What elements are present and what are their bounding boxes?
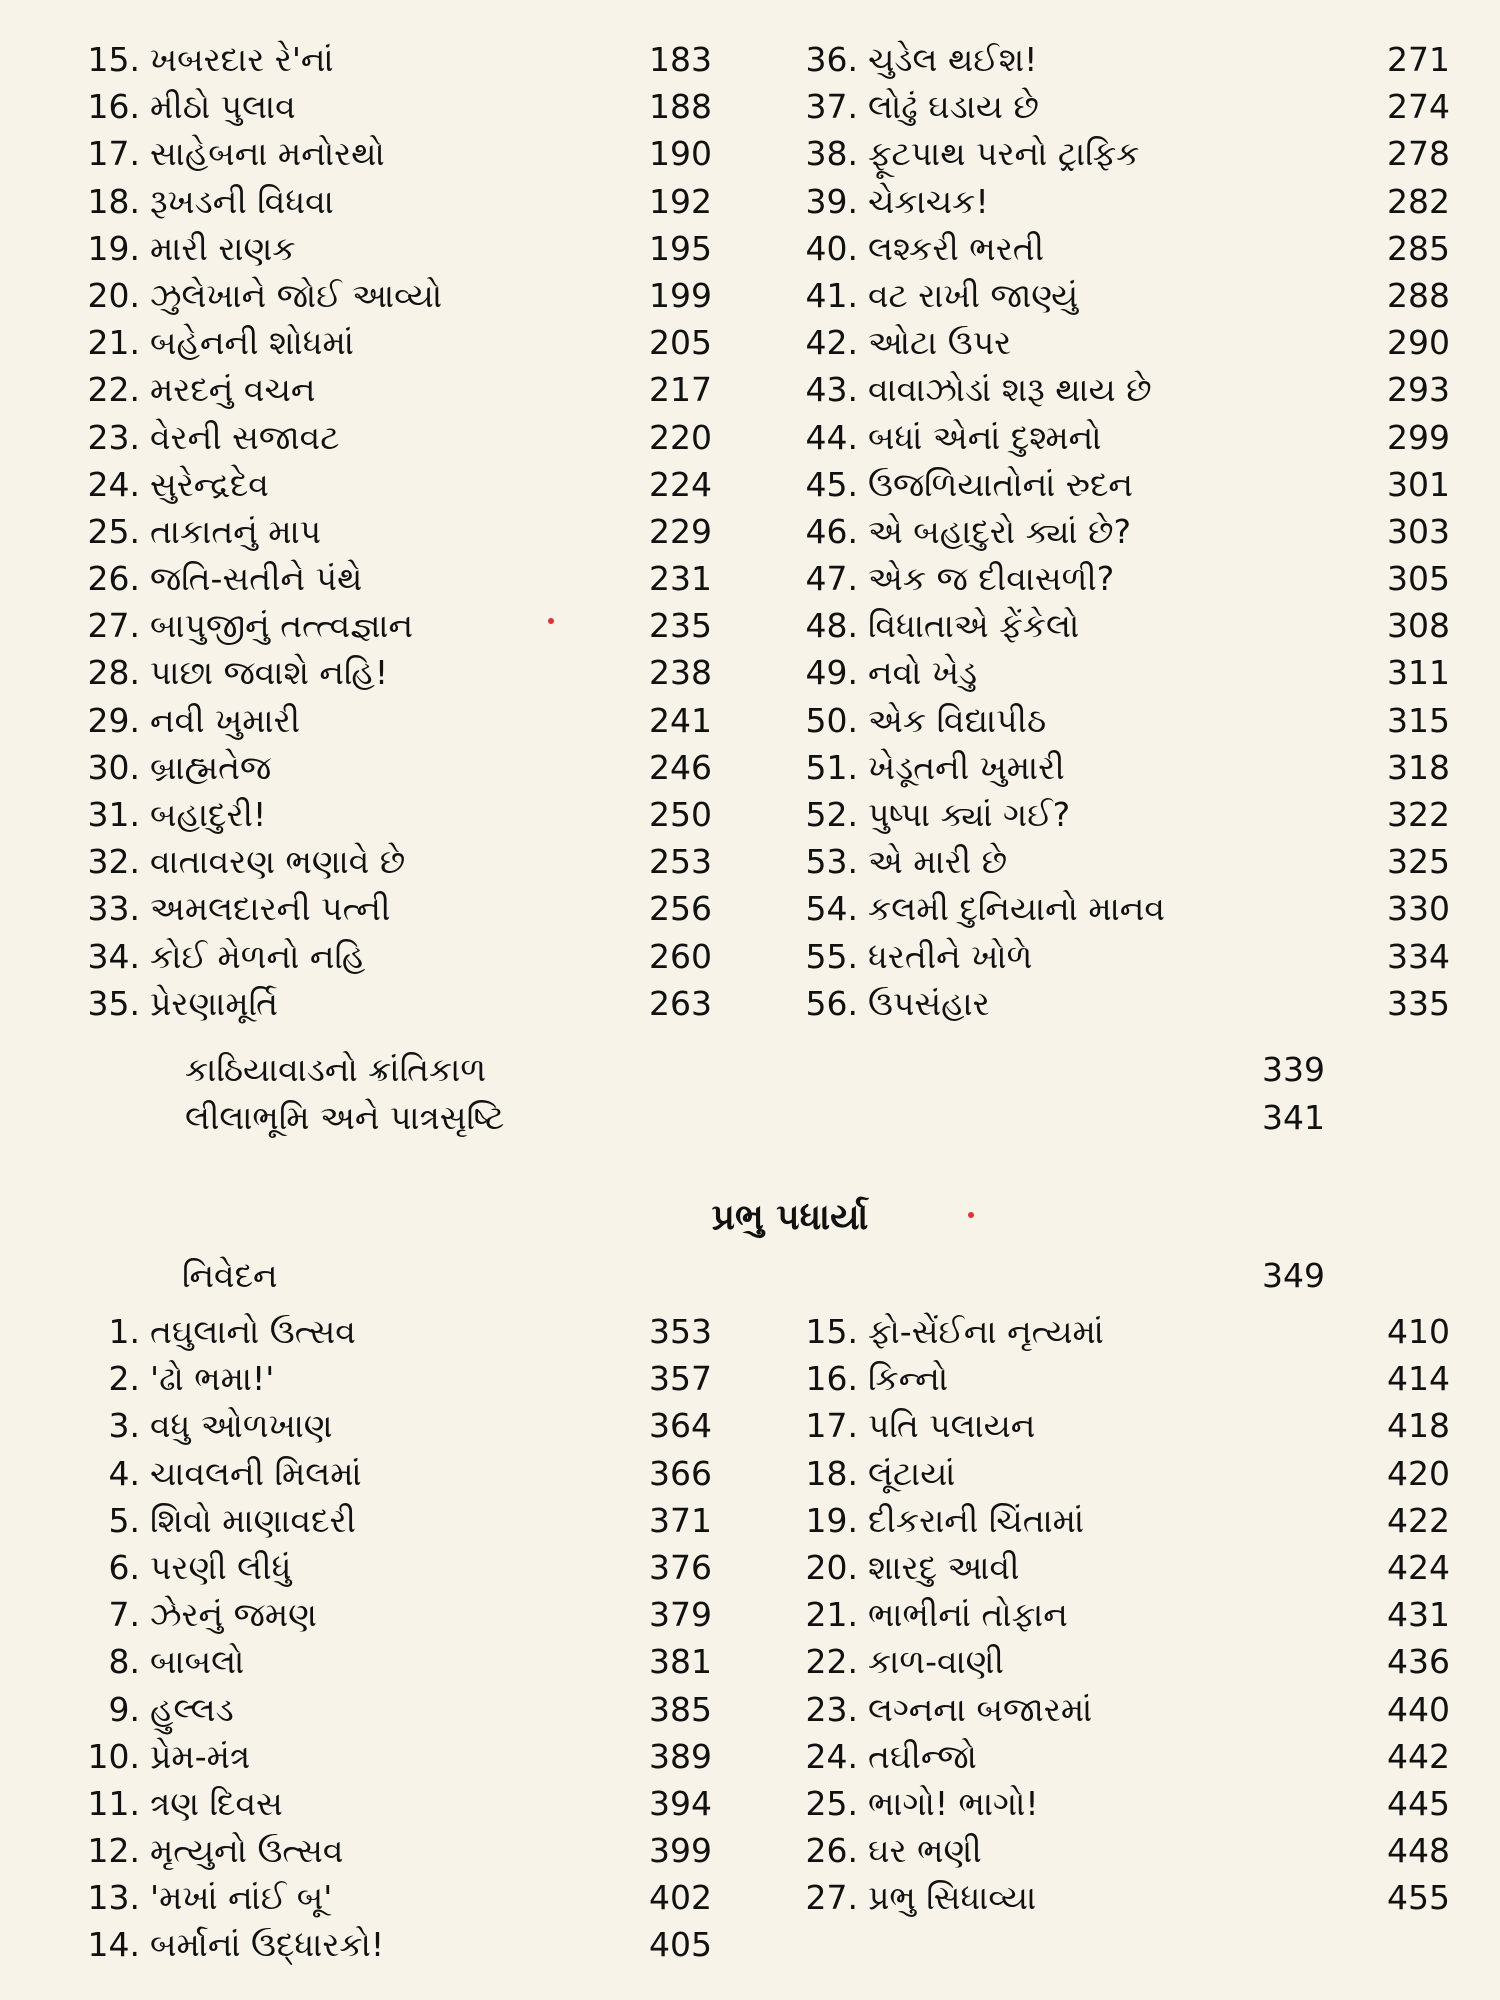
toc-entry-number: 43. [805,370,858,410]
toc-entry-number: 23. [87,417,140,457]
toc-entry [770,272,1450,319]
toc-entry-title: 'મખાં નાંઈ બૂ' [150,1878,333,1918]
toc-entry [52,1780,712,1827]
toc-entry-title: વાવાઝોડાં શરૂ થાય છે [868,370,1152,410]
toc-entry-page: 195 [649,228,712,268]
toc-entry-title: ઝુલેખાને જોઈ આવ્યો [150,275,443,315]
toc-entry-number: 56. [805,983,858,1023]
toc-entry [52,36,712,83]
toc-entry-number: 44. [805,417,858,457]
toc-entry-number: 25. [87,511,140,551]
toc-entry-title: લોઢું ઘડાય છે [868,87,1039,127]
toc-entry-title: જતિ-સતીને પંથે [150,559,363,599]
toc-entry-number: 22. [87,370,140,410]
toc-entry-page: 341 [1262,1098,1325,1137]
toc-entry-title: પ્રેમ-મંત્ર [150,1736,251,1776]
toc-entry-title: વટ રાખી જાણ્યું [868,275,1079,315]
toc-entry-title: પુષ્પા ક્યાં ગઈ? [868,795,1071,834]
toc-entry-page: 308 [1387,606,1450,646]
toc-entry-title: પ્રભુ સિધાવ્યા [868,1878,1037,1918]
toc-entry-page: 278 [1387,134,1450,174]
toc-entry-number: 11. [87,1783,140,1823]
toc-entry [52,414,712,461]
toc-entry [52,697,712,744]
toc-entry [770,697,1450,744]
foreword-entry [182,1250,1325,1302]
toc-entry-number: 27. [805,1878,858,1918]
toc-entry [770,1544,1450,1591]
toc-entry-page: 322 [1387,795,1450,834]
toc-entry [52,1686,712,1733]
toc-entry-title: વધુ ઓળખાણ [150,1406,333,1446]
toc-entry [770,649,1450,696]
toc-entry-number: 35. [87,983,140,1023]
toc-entry-page: 256 [649,889,712,929]
toc-entry-page: 357 [649,1359,712,1399]
toc-entry-title: ફૂટપાથ પરનો ટ્રાફિક [868,134,1140,174]
toc-entry-number: 50. [805,700,858,740]
toc-entry [770,1355,1450,1402]
foreword-title: નિવેદન [182,1256,278,1295]
toc-entry-title: ઉજળિયાતોનાં રુદન [868,464,1133,504]
toc-entry-number: 45. [805,464,858,504]
toc-entry [770,1827,1450,1874]
toc-entry-page: 315 [1387,700,1450,740]
toc-entry-title: ચાવલની મિલમાં [150,1453,362,1493]
toc-entry [770,178,1450,225]
toc-entry-number: 12. [87,1831,140,1871]
toc-entry [52,602,712,649]
toc-entry [770,602,1450,649]
toc-entry-page: 366 [649,1453,712,1493]
toc-entry-page: 422 [1387,1500,1450,1540]
toc-entry [770,366,1450,413]
toc-entry [52,1827,712,1874]
toc-entry-page: 379 [649,1595,712,1635]
toc-entry-page: 220 [649,417,712,457]
toc-entry-page: 424 [1387,1547,1450,1587]
toc-entry [52,791,712,838]
toc-entry-title: 'ઢો ભમા!' [150,1359,275,1399]
toc-entry [52,1450,712,1497]
toc-entry [52,1402,712,1449]
toc-entry-number: 16. [87,87,140,127]
toc-entry-page: 293 [1387,370,1450,410]
toc-entry-title: સાહેબના મનોરથો [150,134,385,174]
toc-entry-title: ફો-સેંઈના નૃત્યમાં [868,1312,1104,1351]
toc-entry-page: 246 [649,747,712,787]
toc-entry-title: શારદુ આવી [868,1547,1020,1587]
toc-entry-number: 24. [87,464,140,504]
toc-entry [770,838,1450,885]
toc-entry [52,366,712,413]
toc-entry [770,1450,1450,1497]
toc-entry-number: 6. [108,1547,140,1587]
toc-entry [52,461,712,508]
toc-entry-title: ચુડેલ થઈશ! [868,40,1038,79]
toc-entry [52,508,712,555]
toc-entry-page: 339 [1262,1050,1325,1089]
toc-entry-page: 436 [1387,1642,1450,1682]
toc-entry-title: ચેકાચક! [868,181,989,221]
toc-entry-page: 394 [649,1783,712,1823]
toc-entry-title: કલમી દુનિયાનો માનવ [868,889,1165,929]
toc-entry-number: 29. [87,700,140,740]
toc-entry-page: 414 [1387,1359,1450,1399]
toc-entry [770,1591,1450,1638]
toc-entry [770,1638,1450,1685]
toc-entry-page: 371 [649,1500,712,1540]
toc-extra-entry [185,1094,1325,1142]
toc-entry [770,319,1450,366]
toc-entry-number: 5. [108,1500,140,1540]
toc-entry [52,130,712,177]
toc-entry [770,980,1450,1027]
toc-entry-page: 299 [1387,417,1450,457]
toc-column-upper-right [770,36,1450,1027]
toc-entry-number: 36. [805,40,858,79]
toc-entry-page: 253 [649,842,712,882]
toc-entry [770,885,1450,932]
toc-entry-page: 330 [1387,889,1450,929]
toc-entry-number: 33. [87,889,140,929]
toc-entry-page: 229 [649,511,712,551]
toc-entry-number: 21. [805,1595,858,1635]
toc-entry-number: 15. [805,1312,858,1351]
toc-entry-number: 4. [108,1453,140,1493]
toc-column-lower-left [52,1308,712,1969]
toc-entry-title: ઓટા ઉપર [868,323,1012,363]
toc-entry [770,791,1450,838]
toc-entry-number: 18. [805,1453,858,1493]
toc-entry-number: 9. [108,1689,140,1729]
toc-entry-page: 381 [649,1642,712,1682]
toc-entry-page: 305 [1387,559,1450,599]
toc-entry-title: અમલદારની પત્ની [150,889,391,929]
toc-entry-number: 26. [87,559,140,599]
toc-entry-title: હુલ્લડ [150,1689,234,1729]
toc-entry-number: 26. [805,1831,858,1871]
toc-entry-page: 260 [649,936,712,976]
toc-entry-page: 290 [1387,323,1450,363]
toc-entry-page: 301 [1387,464,1450,504]
ink-speck [968,1212,974,1218]
toc-entry [52,555,712,602]
toc-entry-title: મૃત્યુનો ઉત્સવ [150,1831,344,1871]
toc-entry-page: 442 [1387,1736,1450,1776]
toc-entry-number: 41. [805,275,858,315]
toc-entry-title: મીઠો પુલાવ [150,87,296,127]
toc-entry-title: ભાભીનાં તોફાન [868,1595,1068,1635]
toc-entry-title: દીકરાની ચિંતામાં [868,1500,1085,1540]
toc-entry-title: પાછા જવાશે નહિ! [150,653,389,693]
toc-entry [770,36,1450,83]
toc-entry [52,885,712,932]
toc-entry-number: 46. [805,511,858,551]
toc-entry-title: ત્રણ દિવસ [150,1783,283,1823]
toc-entry [770,1780,1450,1827]
toc-entry-title: એ મારી છે [868,842,1008,882]
toc-entry-number: 53. [805,842,858,882]
toc-entry-page: 405 [649,1925,712,1965]
toc-entry-page: 418 [1387,1406,1450,1446]
toc-entry [770,83,1450,130]
toc-entry-title: બધાં એનાં દુશ્મનો [868,417,1102,457]
toc-entry-number: 49. [805,653,858,693]
toc-entry-number: 28. [87,653,140,693]
toc-entry-page: 376 [649,1547,712,1587]
toc-entry [770,461,1450,508]
ink-speck [548,618,554,624]
toc-entry-page: 241 [649,700,712,740]
toc-entry-page: 238 [649,653,712,693]
toc-entry [52,1733,712,1780]
toc-entry [770,225,1450,272]
toc-entry-page: 402 [649,1878,712,1918]
toc-entry-title: એક જ દીવાસળી? [868,559,1115,599]
toc-entry [770,1308,1450,1355]
toc-entry-title: શિવો માણાવદરી [150,1500,356,1540]
toc-entry [52,933,712,980]
toc-entry-number: 14. [87,1925,140,1965]
toc-entry-title: બહાદુરી! [150,795,267,834]
toc-entry-title: ઘર ભણી [868,1831,982,1871]
toc-entry-number: 17. [805,1406,858,1446]
toc-entry-number: 19. [87,228,140,268]
toc-entry-title: લૂંટાયાં [868,1453,956,1493]
toc-entry-number: 15. [87,40,140,79]
toc-entry [52,319,712,366]
toc-entry-number: 38. [805,134,858,174]
toc-entry-page: 389 [649,1736,712,1776]
toc-entry-title: નવો ખેડુ [868,653,978,693]
toc-entry [770,933,1450,980]
toc-entry-page: 231 [649,559,712,599]
toc-entry-page: 250 [649,795,712,834]
toc-entry-title: નવી ખુમારી [150,700,301,740]
toc-entry-title: કોઈ મેળનો નહિ [150,936,366,976]
toc-entry [770,744,1450,791]
toc-entry-page: 288 [1387,275,1450,315]
toc-entry-page: 445 [1387,1783,1450,1823]
toc-entry-page: 190 [649,134,712,174]
toc-entry-number: 19. [805,1500,858,1540]
toc-entry-number: 30. [87,747,140,787]
toc-entry-title: રૂખડની વિધવા [150,181,334,221]
toc-extra-entry [185,1046,1325,1094]
toc-entry-number: 17. [87,134,140,174]
toc-entry-number: 31. [87,795,140,834]
toc-entry-title: લીલાભૂમિ અને પાત્રસૃષ્ટિ [185,1098,505,1137]
toc-entry-number: 18. [87,181,140,221]
toc-entry-page: 188 [649,87,712,127]
toc-entry-number: 7. [108,1595,140,1635]
toc-entry-title: લશ્કરી ભરતી [868,228,1045,268]
toc-entry [52,1591,712,1638]
toc-entry-page: 431 [1387,1595,1450,1635]
toc-entry-page: 385 [649,1689,712,1729]
toc-entry [52,1874,712,1921]
toc-entry [52,649,712,696]
toc-entry-page: 205 [649,323,712,363]
toc-entry-number: 32. [87,842,140,882]
toc-entry-number: 24. [805,1736,858,1776]
toc-entry [770,1497,1450,1544]
toc-entry [770,414,1450,461]
toc-entry-page: 303 [1387,511,1450,551]
toc-entry-number: 37. [805,87,858,127]
toc-entry [770,1402,1450,1449]
toc-entry-page: 325 [1387,842,1450,882]
toc-entry-title: મારી રાણક [150,228,296,268]
toc-entry-title: તઘીન્જો [868,1736,977,1776]
toc-entry [52,1921,712,1968]
toc-entry-title: બાપુજીનું તત્ત્વજ્ઞાન [150,606,414,646]
toc-entry-number: 47. [805,559,858,599]
toc-entry-page: 364 [649,1406,712,1446]
toc-entry-number: 23. [805,1689,858,1729]
toc-entry-page: 274 [1387,87,1450,127]
toc-entry-page: 311 [1387,653,1450,693]
toc-entry-page: 353 [649,1312,712,1351]
toc-entry-title: તાકાતનું માપ [150,511,322,551]
toc-entry-title: વાતાવરણ ભણાવે છે [150,842,406,882]
toc-entry-title: ઝેરનું જમણ [150,1595,317,1635]
toc-entry-page: 263 [649,983,712,1023]
toc-entry [52,980,712,1027]
toc-entry-page: 271 [1387,40,1450,79]
toc-entry-number: 20. [87,275,140,315]
toc-entry-number: 42. [805,323,858,363]
toc-entry-page: 455 [1387,1878,1450,1918]
toc-entry-number: 54. [805,889,858,929]
toc-entry-number: 3. [108,1406,140,1446]
toc-entry-title: ધરતીને ખોળે [868,936,1033,976]
toc-entry-number: 8. [108,1642,140,1682]
toc-entry-page: 192 [649,181,712,221]
toc-entry-number: 40. [805,228,858,268]
toc-entry-title: એક વિદ્યાપીઠ [868,700,1047,740]
toc-entry-title: બર્માનાં ઉદ્ધારકો! [150,1925,385,1965]
toc-entry-title: બ્રાહ્મતેજ [150,747,272,787]
toc-entry-number: 51. [805,747,858,787]
toc-entry [52,272,712,319]
toc-entry-page: 285 [1387,228,1450,268]
toc-entry-title: તઘુલાનો ઉત્સવ [150,1312,356,1351]
toc-entry-title: બાબલો [150,1642,245,1682]
toc-entry-title: મરદનું વચન [150,370,316,410]
toc-entry-title: સુરેન્દ્રદેવ [150,464,269,504]
toc-entry-title: એ બહાદુરો ક્યાં છે? [868,511,1132,551]
toc-entry-title: વિધાતાએ ફેંકેલો [868,606,1080,646]
toc-entry-page: 335 [1387,983,1450,1023]
toc-entry-page: 224 [649,464,712,504]
toc-entry-page: 217 [649,370,712,410]
toc-entry-number: 27. [87,606,140,646]
toc-entry [52,1308,712,1355]
toc-entry-page: 199 [649,275,712,315]
toc-entry-page: 420 [1387,1453,1450,1493]
toc-entry-page: 410 [1387,1312,1450,1351]
toc-entry [52,744,712,791]
toc-entry-title: બહેનની શોધમાં [150,323,354,363]
toc-entry-title: ખેડૂતની ખુમારી [868,747,1065,787]
toc-entry-page: 334 [1387,936,1450,976]
toc-entry-page: 399 [649,1831,712,1871]
toc-entry-page: 318 [1387,747,1450,787]
toc-entry-title: કિન્નો [868,1359,949,1399]
toc-entry-number: 20. [805,1547,858,1587]
toc-entry-title: કાળ-વાણી [868,1642,1004,1682]
toc-entry [770,1686,1450,1733]
toc-entry [52,1355,712,1402]
toc-entry-title: ભાગો! ભાગો! [868,1783,1039,1823]
toc-entry-page: 440 [1387,1689,1450,1729]
toc-entry-number: 39. [805,181,858,221]
toc-entry [52,1497,712,1544]
foreword-page: 349 [1262,1256,1325,1295]
toc-entry-title: લગ્નના બજારમાં [868,1689,1093,1729]
toc-entry [52,1638,712,1685]
section-heading: પ્રભુ પધાર્યા [711,1197,869,1238]
toc-entry-number: 16. [805,1359,858,1399]
toc-entry [52,83,712,130]
toc-entry-number: 13. [87,1878,140,1918]
toc-entry [770,130,1450,177]
toc-entry [770,508,1450,555]
toc-entry-title: પરણી લીધું [150,1547,292,1587]
toc-entry-number: 21. [87,323,140,363]
toc-entry-page: 183 [649,40,712,79]
toc-entry-title: ઉપસંહાર [868,983,990,1023]
toc-entry [52,838,712,885]
toc-entry [52,1544,712,1591]
toc-entry-number: 52. [805,795,858,834]
toc-entry-title: કાઠિયાવાડનો ક્રાંતિકાળ [185,1050,487,1089]
toc-entry-number: 2. [108,1359,140,1399]
toc-entry-number: 22. [805,1642,858,1682]
toc-entry-page: 448 [1387,1831,1450,1871]
toc-entry-title: વેરની સજાવટ [150,417,340,457]
toc-entry-number: 10. [87,1736,140,1776]
toc-entry-page: 235 [649,606,712,646]
toc-entry-number: 34. [87,936,140,976]
toc-entry [770,555,1450,602]
toc-entry-page: 282 [1387,181,1450,221]
toc-entry-number: 25. [805,1783,858,1823]
toc-entry [52,178,712,225]
toc-entry [770,1733,1450,1780]
toc-entry [52,225,712,272]
toc-entry-number: 55. [805,936,858,976]
toc-entry-title: ખબરદાર રે'નાં [150,40,334,79]
toc-entry-number: 48. [805,606,858,646]
toc-column-upper-left [52,36,712,1027]
toc-entry-title: પતિ પલાયન [868,1406,1036,1446]
toc-entry [770,1874,1450,1921]
toc-entry-number: 1. [108,1312,140,1351]
toc-column-lower-right [770,1308,1450,1921]
toc-entry-title: પ્રેરણામૂર્તિ [150,983,278,1023]
